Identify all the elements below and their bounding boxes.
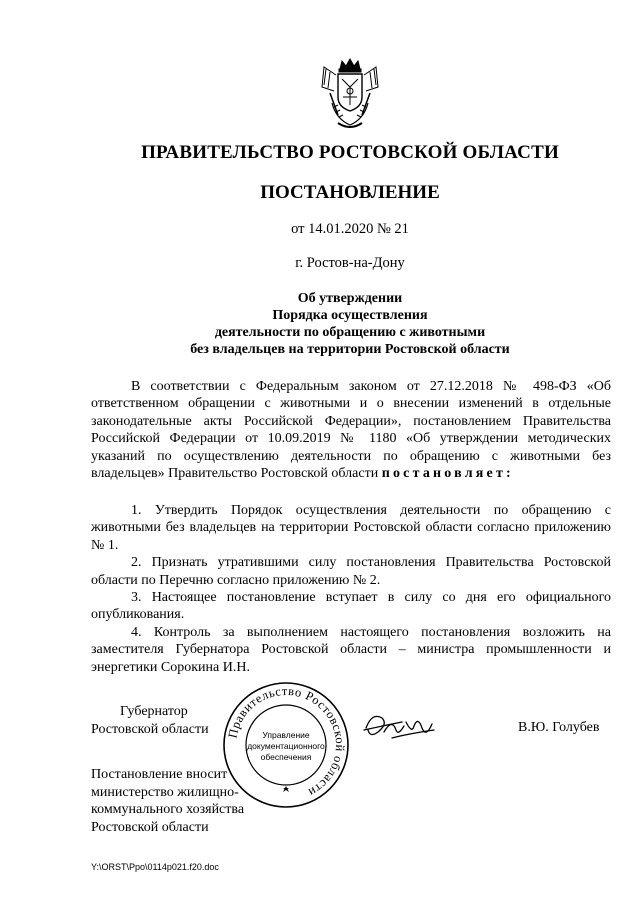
document-city: г. Ростов-на-Дону	[295, 255, 405, 271]
seal-star-icon	[283, 786, 289, 792]
coat-of-arms-icon	[318, 57, 382, 133]
document-type: ПОСТАНОВЛЕНИЕ	[260, 182, 440, 203]
preamble	[91, 378, 611, 482]
resolution-item: 4. Контроль за выполнением настоящего постановления возложить на заместителя Губернатора Ростовской области – министра промышленности и энергетики Сорокина И.Н.	[91, 624, 611, 675]
signatory-position	[91, 703, 209, 739]
resolution-item: 3. Настоящее постановление вступает в силу со дня его официального опубликования.	[91, 590, 611, 623]
resolution-item: 1. Утвердить Порядок осуществления деятельности по обращению с животными без владельцев на территории Ростовской области согласно приложению № 1.	[91, 503, 611, 553]
file-reference: Y:\ORST\Ppo\0114p021.f20.doc	[91, 862, 219, 872]
government-title: ПРАВИТЕЛЬСТВО РОСТОВСКОЙ ОБЛАСТИ	[141, 142, 559, 163]
subject-line: без владельцев на территории Ростовской области	[190, 342, 510, 357]
resolution-items	[91, 502, 611, 676]
signatory-position-line: Ростовской области	[91, 722, 209, 737]
seal-center-line: документационного	[247, 741, 325, 751]
submitted-by-line: Ростовской области	[91, 819, 209, 835]
seal-center-line: Управление	[262, 730, 310, 740]
submitted-by-line: министерство жилищно-	[91, 784, 239, 800]
document-subject	[0, 290, 640, 358]
seal-center-line: обеспечения	[260, 752, 312, 762]
subject-line: Об утверждении	[297, 291, 403, 306]
seal-ring-text: Правительство Ростовской области	[225, 683, 348, 800]
subject-line: деятельности по обращению с животными	[214, 325, 486, 340]
resolves-word: постановляет:	[381, 466, 514, 482]
submitted-by	[91, 766, 244, 836]
preamble-text: В соответствии с Федеральным законом от 27.12.2018 № 498-ФЗ «Об ответственном обращении с животными и о внесении изменений в отдельные законодательные акты Российской Федерации», постановлением Правительства Российской Федерации от 10.09.2019 № 1180 «Об утверждении методических указаний по осуществлению деятельности по обращению с животными без владельцев» Правительство Ростовской области	[91, 379, 611, 482]
subject-line: Порядка осуществления	[272, 308, 428, 323]
preamble-paragraph	[91, 378, 611, 482]
resolution-item: 2. Признать утратившими силу постановления Правительства Ростовской области по Перечню согласно приложению № 2.	[91, 555, 611, 588]
handwritten-signature-icon	[362, 708, 438, 744]
submitted-by-line: коммунального хозяйства	[91, 802, 245, 817]
signatory-position-line: Губернатор	[120, 704, 188, 719]
submitted-by-line: Постановление вносит	[91, 767, 228, 782]
document-date-number: от 14.01.2020 № 21	[291, 221, 409, 237]
signatory-name: В.Ю. Голубев	[518, 720, 600, 735]
